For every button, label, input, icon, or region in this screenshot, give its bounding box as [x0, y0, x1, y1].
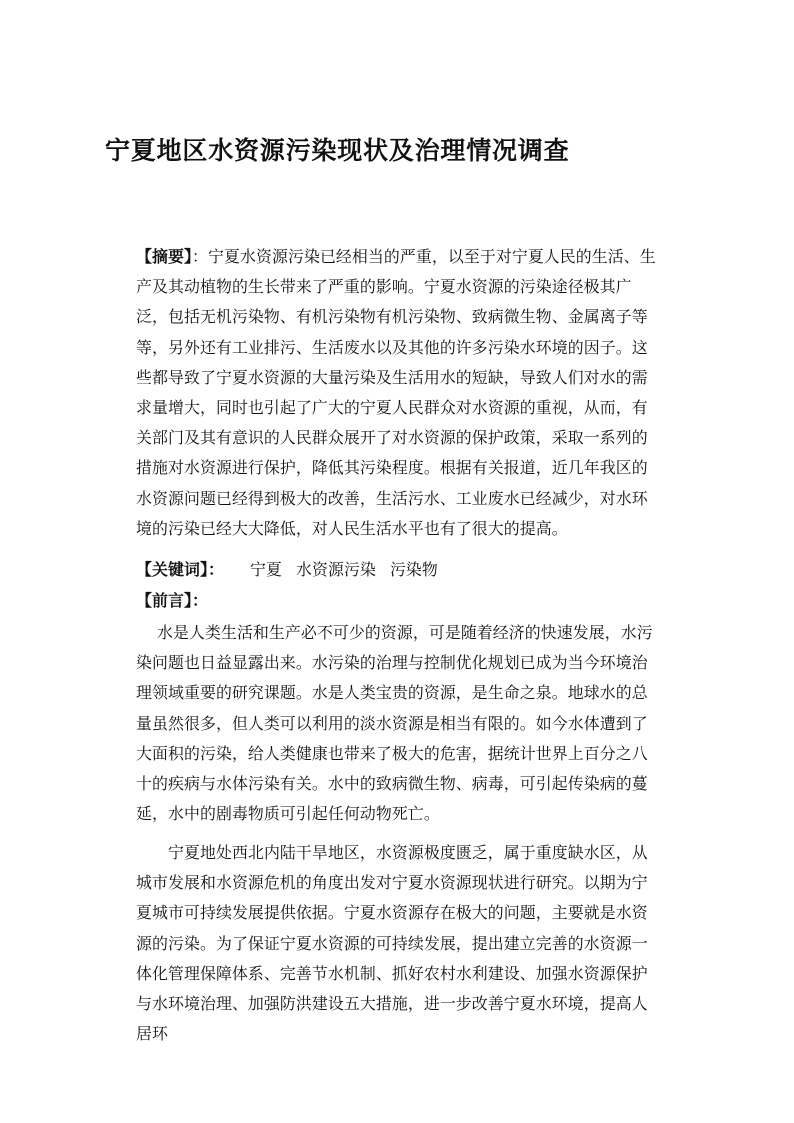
- keywords-line: [136, 555, 658, 585]
- keyword-item: 水资源污染: [295, 560, 376, 579]
- abstract-label: 【摘要】: [136, 247, 193, 266]
- keyword-item: 污染物: [389, 560, 438, 579]
- preface-heading: [136, 586, 658, 616]
- abstract-text: ：宁夏水资源污染已经相当的严重，以至于对宁夏人民的生活、生产及其动植物的生长带来了严重的影响。宁夏水资源的污染途径极其广泛，包括无机污染物、有机污染物有机污染物、致病微生物、金属离子等等，另外还有工业排污、生活废水以及其他的许多污染水环境的因子。这些都导致了宁夏水资源的大量污染及生活用水的短缺，导致人们对水的需求量增大，同时也引起了广大的宁夏人民群众对水资源的重视，从而，有关部门及其有意识的人民群众展开了对水资源的保护政策，采取一系列的措施对水资源进行保护，降低其污染程度。根据有关报道，近几年我区的水资源问题已经得到极大的改善，生活污水、工业废水已经减少，对水环境的污染已经大大降低，对人民生活水平也有了很大的提高。: [136, 247, 656, 538]
- abstract-paragraph: [136, 242, 658, 544]
- preface-paragraph-2: 宁夏地处西北内陆干旱地区，水资源极度匮乏，属于重度缺水区，从城市发展和水资源危机的角度出发对宁夏水资源现状进行研究。以期为宁夏城市可持续发展提供依据。宁夏水资源存在极大的问题，主要就是水资源的污染。为了保证宁夏水资源的可持续发展，提出建立完善的水资源一体化管理保障体系、完善节水机制、抓好农村水利建设、加强水资源保护与水环境治理、加强防洪建设五大措施，进一步改善宁夏水环境，提高人居环: [136, 843, 648, 1044]
- keywords-label: 【关键词】：: [136, 560, 224, 579]
- preface-paragraph-1: 水是人类生活和生产必不可少的资源，可是随着经济的快速发展，水污染问题也日益显露出来。水污染的治理与控制优化规划已成为当今环境治理领域重要的研究课题。水是人类宝贵的资源，是生命之泉。地球水的总量虽然很多，但人类可以利用的淡水资源是相当有限的。如今水体遭到了大面积的污染，给人类健康也带来了极大的危害，据统计世界上百分之八十的疾病与水体污染有关。水中的致病微生物、病毒，可引起传染病的蔓延，水中的剧毒物质可引起任何动物死亡。: [136, 623, 653, 824]
- preface-label: 【前言】：: [136, 591, 209, 610]
- keyword-item: 宁夏: [250, 560, 282, 579]
- document-title: 宁夏地区水资源污染现状及治理情况调查: [105, 136, 570, 165]
